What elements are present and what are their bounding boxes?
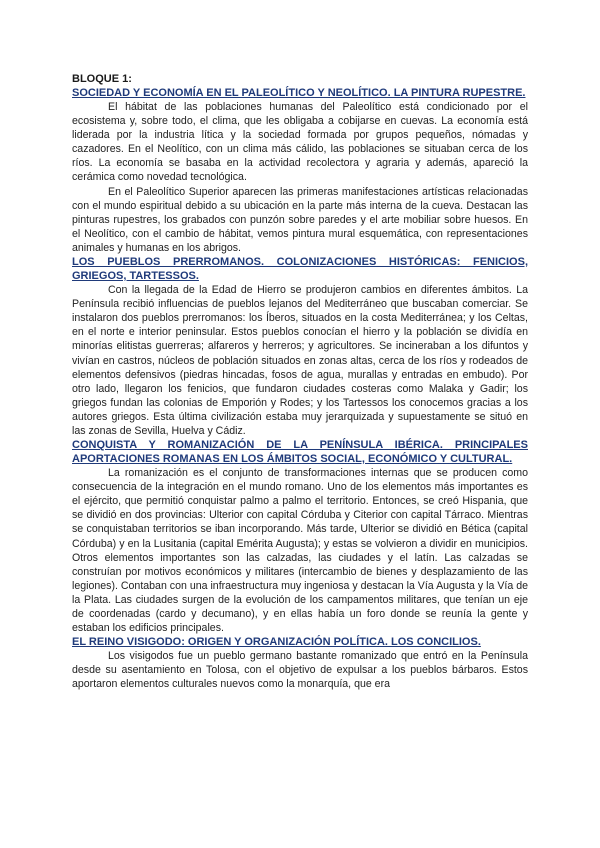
block-title: BLOQUE 1: [72,73,132,85]
section-heading: CONQUISTA Y ROMANIZACIÓN DE LA PENÍNSULA IBÉRICA. PRINCIPALES APORTACIONES ROMANAS EN LOS ÁMBITOS SOCIAL, ECONÓMICO Y CULTURAL. [72,439,528,466]
section-romanizacion [72,438,528,635]
section-paleolitico [72,86,528,255]
paragraph: En el Paleolítico Superior aparecen las primeras manifestaciones artísticas relacionadas con el mundo espiritual debido a su ubicación en la parte más interna de la cueva. Destacan las pinturas rupestres, los grabados con punzón sobre paredes y el arte mobiliar sobre huesos. En el Neolítico, con el cambio de hábitat, vemos pintura mural esquemática, con representaciones animales y humanas en los abrigos. [72,185,528,254]
section-heading: SOCIEDAD Y ECONOMÍA EN EL PALEOLÍTICO Y NEOLÍTICO. LA PINTURA RUPESTRE. [72,87,526,99]
section-heading: EL REINO VISIGODO: ORIGEN Y ORGANIZACIÓN POLÍTICA. LOS CONCILIOS. [72,636,481,649]
paragraph: El hábitat de las poblaciones humanas del Paleolítico está condicionado por el ecosistema y, sobre todo, el clima, que les obligaba a cobijarse en cuevas. La economía está liderada por la industria lítica y la sociedad formada por grupos pequeños, nómadas y cazadores. En el Neolítico, con un clima más cálido, las poblaciones se situaban cerca de los ríos. La economía se basaba en la actividad recolectora y agraria y además, apareció la cerámica como novedad tecnológica. [72,101,528,184]
paragraph: Los visigodos fue un pueblo germano bastante romanizado que entró en la Península desde su asentamiento en Tolosa, con el objetivo de expulsar a los pueblos bárbaros. Estos aportaron elementos culturales nuevos como la monarquía, que era [72,650,528,691]
section-reino-visigodo [72,635,528,691]
paragraph: La romanización es el conjunto de transformaciones internas que se producen como consecuencia de la integración en el mundo romano. Uno de los elementos más importantes es el ejército, que permitió conquistar palmo a palmo el territorio. Entonces, se creó Hispania, que se dividió en dos provincias: Ulterior con capital Córduba y Citerior con capital Tárraco. Mientras se conquistaban territorios se iban incorporando. Más tarde, Ulterior se dividió en Bética (capital Córduba) y en la Lusitania (capital Emérita Augusta); y estas se volvieron a dividir en municipios. Otros elementos importantes son las calzadas, las ciudades y el latín. Las calzadas se construían por motivos económicos y militares (intercambio de bienes y desplazamiento de las legiones). Contaban con una infraestructura muy ingeniosa y destacan la Vía Augusta y la Vía de la Plata. Las ciudades surgen de la evolución de los campamentos militares, que tenían un eje de coordenadas (cardo y decumano), y en ellas había un foro donde se reunía la gente y estaban los edificios principales. [72,467,528,635]
paragraph: Con la llegada de la Edad de Hierro se produjeron cambios en diferentes ámbitos. La Península recibió influencias de pueblos lejanos del Mediterráneo que buscaban comerciar. Se instalaron dos pueblos prerromanos: los Íberos, situados en la costa Mediterránea; y los Celtas, en el norte e interior peninsular. Estos pueblos conocían el hierro y la población se dividía en minorías elitistas guerreras; alfareros y herreros; y agricultores. Se incineraban a los difuntos y vivían en castros, núcleos de población situados en zonas altas, cerca de los ríos y rodeados de elementos defensivos (piedras hincadas, fosos de agua, murallas y entradas en embudo). Por otro lado, llegaron los fenicios, que fundaron ciudades costeras como Malaka y Gadir; los griegos fundan las colonias de Emporión y Rodes; y los Tartessos los conocemos gracias a los autores griegos. Esta última civilización estaba muy jerarquizada y supuestamente se situó en las zonas de Sevilla, Huelva y Cádiz. [72,284,528,437]
section-heading: LOS PUEBLOS PRERROMANOS. COLONIZACIONES HISTÓRICAS: FENICIOS, GRIEGOS, TARTESSOS. [72,256,528,283]
section-pueblos-prerromanos [72,255,528,438]
